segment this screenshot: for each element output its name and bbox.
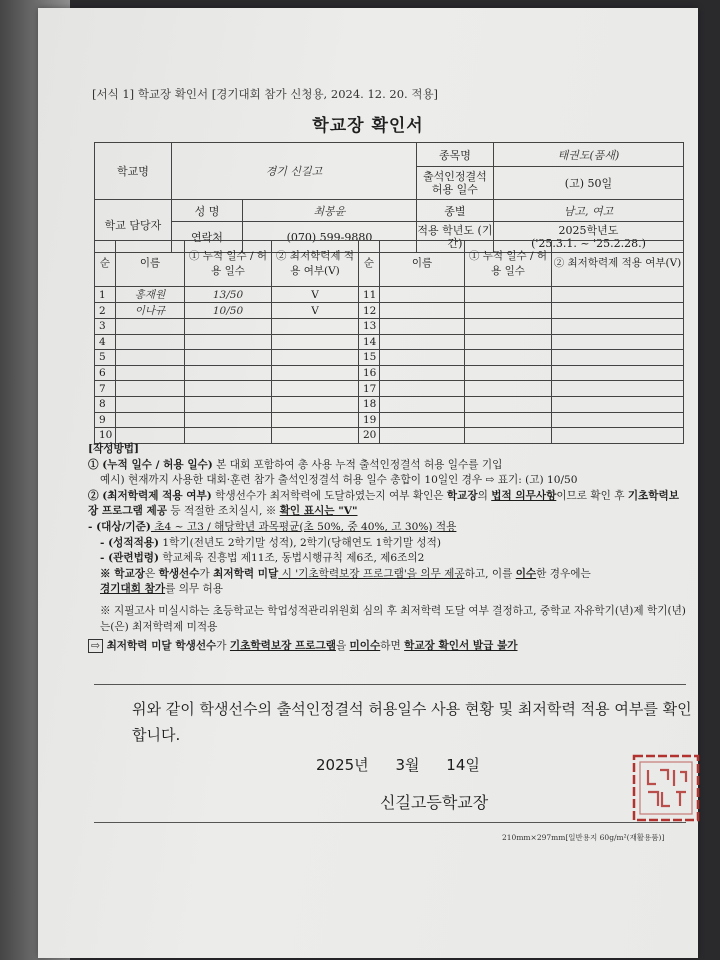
row-no: 1 [95, 287, 116, 303]
col-name-left: 이름 [116, 241, 185, 287]
gender-value: 남고, 여고 [493, 200, 683, 222]
row-min: V [272, 303, 359, 319]
row-name [116, 428, 185, 444]
row-days [185, 319, 272, 335]
row-no: 10 [95, 428, 116, 444]
school-value: 경기 신길고 [172, 143, 417, 200]
year-label: 적용 학년도 (기간) [416, 222, 493, 253]
row-min-right [552, 334, 684, 350]
student-roster-table [94, 240, 684, 444]
row-name [116, 334, 185, 350]
row-name: 이나규 [116, 303, 185, 319]
row-no-right: 11 [359, 287, 380, 303]
row-days-right [465, 303, 552, 319]
table-row [95, 365, 684, 381]
row-name: 홍재원 [116, 287, 185, 303]
row-no: 2 [95, 303, 116, 319]
form-label: [서식 1] 학교장 확인서 [경기대회 참가 신청용, 2024. 12. 20. 적용] [92, 87, 439, 101]
table-row [95, 287, 684, 303]
row-name-right [380, 350, 465, 366]
row-name-right [380, 319, 465, 335]
row-name-right [380, 334, 465, 350]
col-min-left: ② 최저학력제 적용 여부(V) [272, 241, 359, 287]
row-name [116, 396, 185, 412]
divider-bottom [94, 822, 686, 823]
method-item-2: ② (최저학력제 적용 여부) 학생선수가 최저학력에 도달하였는지 여부 확인은 학교장의 법적 의무사항이므로 확인 후 기초학력보장 프로그램 제공 등 적절한 조치실시, ※ 확인 표시는 "V" [88, 489, 679, 518]
table-row [95, 428, 684, 444]
col-no-right: 순 [359, 241, 380, 287]
attendance-label: 출석인정결석 허용 일수 [416, 167, 493, 200]
method-item-1: ① (누적 일수 / 허용 일수) 본 대회 포함하여 총 사용 누적 출석인정결석 허용 일수를 기입 [88, 458, 503, 471]
method-target: - (대상/기준) 초4 ~ 고3 / 해당학년 과목평균(초 50%, 중 40%, 고 30%) 적용 [88, 520, 457, 533]
row-no-right: 14 [359, 334, 380, 350]
col-no-left: 순 [95, 241, 116, 287]
issue-date [316, 754, 480, 775]
table-row [95, 334, 684, 350]
row-days [185, 350, 272, 366]
col-days-right: ① 누적 일수 / 허용 일수 [465, 241, 552, 287]
row-no: 5 [95, 350, 116, 366]
row-min-right [552, 381, 684, 397]
row-min: V [272, 287, 359, 303]
row-name [116, 350, 185, 366]
row-days [185, 334, 272, 350]
row-days [185, 412, 272, 428]
row-days-right [465, 412, 552, 428]
method-item-1-example: 예시) 현재까지 사용한 대회·훈련 참가 출석인정결석 허용 일수 총합이 10일인 경우 ⇨ 표기: (고) 10/50 [100, 474, 578, 487]
row-name-right [380, 287, 465, 303]
row-days: 13/50 [185, 287, 272, 303]
table-row [95, 303, 684, 319]
row-min-right [552, 396, 684, 412]
row-no: 4 [95, 334, 116, 350]
method-note-2: ※ 지필고사 미실시하는 초등학교는 학업성적관리위원회 심의 후 최저학력 도달 여부 결정하고, 중학교 자유학기(년)제 학기(년)는(은) 최저학력제 미적용 [100, 604, 686, 633]
row-no-right: 13 [359, 319, 380, 335]
row-days-right [465, 428, 552, 444]
row-min [272, 334, 359, 350]
row-min-right [552, 319, 684, 335]
row-min [272, 319, 359, 335]
school-head-name: 신길고등학교장 [380, 793, 489, 812]
row-days [185, 428, 272, 444]
table-row [95, 319, 684, 335]
page-title: 학교장 확인서 [312, 116, 424, 136]
writing-method [88, 442, 688, 655]
row-days-right [465, 319, 552, 335]
school-label: 학교명 [95, 143, 172, 200]
name-value: 최봉윤 [243, 200, 417, 222]
method-note-1: ※ 학교장은 학생선수가 최저학력 미달 시 '기초학력보장 프로그램'을 의무 제공하고, 이를 이수한 경우에는 경기대회 참가를 의무 허용 [100, 567, 591, 596]
row-no-right: 18 [359, 396, 380, 412]
row-days-right [465, 396, 552, 412]
method-heading: [작성방법] [88, 443, 139, 455]
contact-value: (070) 599-9880 [243, 222, 417, 253]
attendance-value: (고) 50일 [493, 167, 683, 200]
row-min-right [552, 303, 684, 319]
method-grade: - (성적적용) 1학기(전년도 2학기말 성적), 2학기(당해연도 1학기말 성적) [100, 536, 442, 549]
row-days: 10/50 [185, 303, 272, 319]
table-row [95, 381, 684, 397]
gender-label: 종별 [416, 200, 493, 222]
divider-top [94, 684, 686, 685]
row-min [272, 381, 359, 397]
name-label: 성 명 [172, 200, 243, 222]
date-year: 2025년 [316, 756, 369, 774]
row-name [116, 319, 185, 335]
row-name-right [380, 365, 465, 381]
col-name-right: 이름 [380, 241, 465, 287]
row-days [185, 381, 272, 397]
row-min-right [552, 428, 684, 444]
row-min-right [552, 350, 684, 366]
date-month: 3월 [395, 756, 420, 774]
row-no: 8 [95, 396, 116, 412]
col-days-left: ① 누적 일수 / 허용 일수 [185, 241, 272, 287]
contact-label: 연락처 [172, 222, 243, 253]
row-name-right [380, 412, 465, 428]
document-paper [38, 8, 698, 958]
row-days-right [465, 334, 552, 350]
row-days-right [465, 381, 552, 397]
row-name-right [380, 396, 465, 412]
row-no: 7 [95, 381, 116, 397]
row-days [185, 365, 272, 381]
row-min [272, 365, 359, 381]
date-day: 14일 [446, 756, 480, 774]
row-no-right: 16 [359, 365, 380, 381]
row-no-right: 12 [359, 303, 380, 319]
row-min [272, 350, 359, 366]
row-no: 3 [95, 319, 116, 335]
year-period: ('25.3.1. ~ '25.2.28.) [531, 237, 646, 250]
row-no: 6 [95, 365, 116, 381]
school-seal-icon [630, 752, 702, 824]
confirmation-text: 위와 같이 학생선수의 출석인정결석 허용일수 사용 현황 및 최저학력 적용 여부를 확인합니다. [132, 700, 692, 744]
event-label: 종목명 [416, 143, 493, 167]
row-min-right [552, 287, 684, 303]
row-name-right [380, 381, 465, 397]
event-value: 태권도(품새) [493, 143, 683, 167]
row-min [272, 412, 359, 428]
method-law: - (관련법령) 학교체육 진흥법 제11조, 동법시행규칙 제6조, 제6조의2 [100, 552, 425, 565]
row-days-right [465, 287, 552, 303]
row-min-right [552, 412, 684, 428]
table-row [95, 412, 684, 428]
method-notice: ⇨ 최저학력 미달 학생선수가 기초학력보장 프로그램을 미이수하면 학교장 확인서 발급 불가 [88, 639, 688, 655]
row-name [116, 365, 185, 381]
row-name-right [380, 428, 465, 444]
row-name-right [380, 303, 465, 319]
row-min [272, 428, 359, 444]
row-min-right [552, 365, 684, 381]
row-no: 9 [95, 412, 116, 428]
year-value: 2025학년도 [558, 224, 619, 237]
table-row [95, 396, 684, 412]
row-days-right [465, 350, 552, 366]
row-no-right: 20 [359, 428, 380, 444]
row-days [185, 396, 272, 412]
row-no-right: 15 [359, 350, 380, 366]
manager-label: 학교 담당자 [95, 200, 172, 253]
row-no-right: 19 [359, 412, 380, 428]
row-days-right [465, 365, 552, 381]
table-row [95, 350, 684, 366]
col-min-right: ② 최저학력제 적용 여부(V) [552, 241, 684, 287]
school-info-table [94, 142, 684, 253]
row-name [116, 412, 185, 428]
row-name [116, 381, 185, 397]
row-no-right: 17 [359, 381, 380, 397]
row-min [272, 396, 359, 412]
paper-size-note: 210mm×297mm[일반용지 60g/m²(재활용품)] [502, 833, 665, 842]
